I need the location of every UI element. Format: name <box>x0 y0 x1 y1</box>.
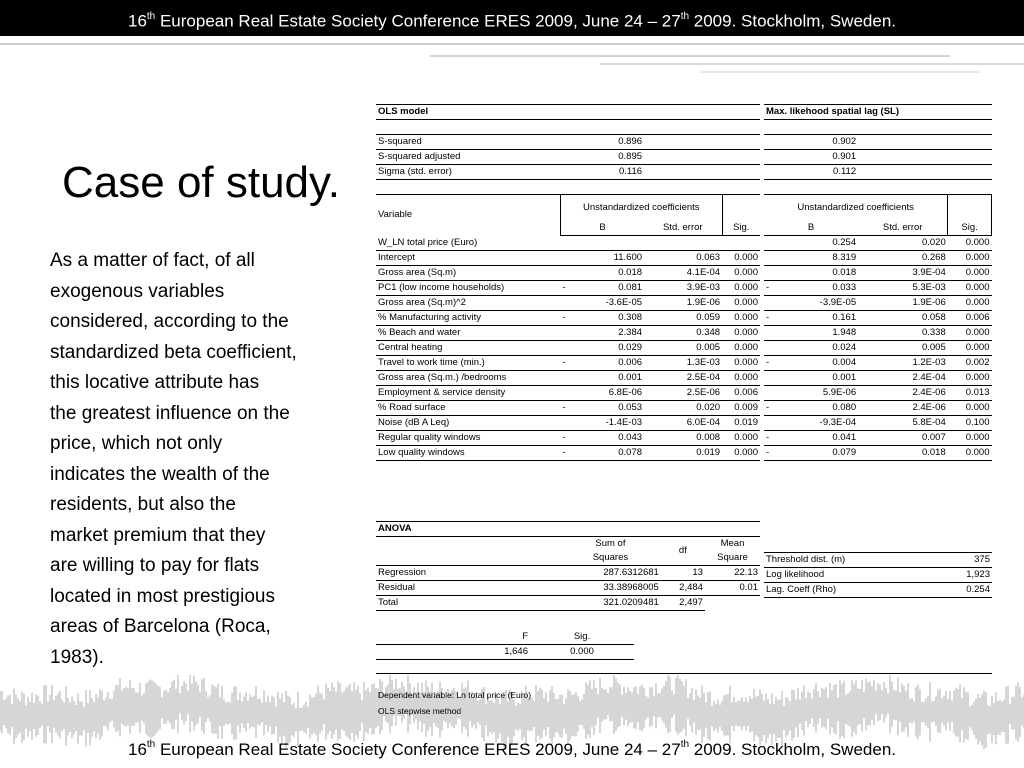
row-se: 2.5E-04 <box>644 371 722 386</box>
row-b: 0.004 <box>776 356 858 371</box>
row-sig: 0.000 <box>722 326 760 341</box>
row-sign <box>764 266 776 281</box>
table-row <box>376 266 760 281</box>
sig-label: Sig. <box>573 631 591 642</box>
empty-header <box>948 195 992 222</box>
row-se: 0.063 <box>644 251 722 266</box>
empty-header <box>376 537 560 552</box>
footer-superscript: th <box>680 739 690 751</box>
row-df: 2,484 <box>661 581 705 596</box>
table-row <box>764 583 992 598</box>
row-sig: 0.000 <box>722 266 760 281</box>
row-b: 0.080 <box>776 401 858 416</box>
row-sig: 0.000 <box>948 266 992 281</box>
spacer-row <box>764 120 992 135</box>
spacer-row <box>764 180 992 195</box>
row-b: 5.9E-06 <box>776 386 858 401</box>
col-variable: Variable <box>376 195 561 236</box>
table-row <box>764 371 992 386</box>
anova-table <box>376 521 760 611</box>
row-se: 0.005 <box>644 341 722 356</box>
anova-title: ANOVA <box>376 522 760 537</box>
row-sign: - <box>764 356 776 371</box>
row-sign: - <box>561 431 573 446</box>
row-sig: 0.000 <box>948 446 992 461</box>
row-se: 0.007 <box>858 431 948 446</box>
row-sig: 0.000 <box>948 251 992 266</box>
row-sign: - <box>561 356 573 371</box>
fit-value: 0.112 <box>776 165 858 180</box>
col-ss-line2: Squares <box>560 551 661 566</box>
row-se: 0.008 <box>644 431 722 446</box>
row-label: W_LN total price (Euro) <box>376 236 561 251</box>
row-b: 0.006 <box>573 356 645 371</box>
f-value: 1,646 <box>376 645 530 660</box>
row-sig: 0.000 <box>722 341 760 356</box>
row-label: % Beach and water <box>376 326 561 341</box>
row-sign: - <box>561 401 573 416</box>
dependent-variable-note: Dependent variable: Ln total price (Euro) <box>378 690 532 700</box>
table-row <box>376 296 760 311</box>
table-row <box>376 251 760 266</box>
row-sign: - <box>764 446 776 461</box>
row-sig: 0.000 <box>948 371 992 386</box>
row-b: 1.948 <box>776 326 858 341</box>
row-label: PC1 (low income households) <box>376 281 561 296</box>
header-text-part: European Real Estate Society Conference ERES 2009, June 24 – 27 <box>155 11 681 31</box>
row-ss: 287.6312681 <box>566 566 660 581</box>
row-sig: 0.000 <box>948 431 992 446</box>
conference-footer <box>0 740 1024 760</box>
row-b: 0.029 <box>573 341 645 356</box>
row-sig: 0.000 <box>722 371 760 386</box>
row-se: 3.9E-04 <box>858 266 948 281</box>
row-sig: 0.006 <box>948 311 992 326</box>
row-sign <box>764 371 776 386</box>
row-se: 0.058 <box>858 311 948 326</box>
table-row <box>764 281 992 296</box>
row-b: 0.018 <box>776 266 858 281</box>
row-se: 1.9E-06 <box>858 296 948 311</box>
table-row <box>376 386 760 401</box>
row-sign <box>561 341 573 356</box>
row-sig: 0.000 <box>722 356 760 371</box>
row-b: 0.041 <box>776 431 858 446</box>
row-b: -3.6E-05 <box>573 296 645 311</box>
col-b: B <box>764 221 858 236</box>
ols-table <box>376 104 760 461</box>
col-b: B <box>561 221 645 236</box>
table-row <box>376 371 760 386</box>
row-ms: 0.01 <box>705 581 760 596</box>
col-ms-line2: Square <box>705 551 760 566</box>
row-label: Gross area (Sq.m)^2 <box>376 296 561 311</box>
row-df: 13 <box>661 566 705 581</box>
slide-title: Case of study. <box>62 158 340 207</box>
ols-title: OLS model <box>376 105 760 120</box>
row-sig: 0.000 <box>722 431 760 446</box>
conference-header <box>0 0 1024 36</box>
row-sig: 0.019 <box>722 416 760 431</box>
col-se: Std. error <box>858 221 948 236</box>
table-row <box>764 341 992 356</box>
table-row <box>376 356 760 371</box>
row-se: 0.268 <box>858 251 948 266</box>
row-sig: 0.009 <box>722 401 760 416</box>
row-se <box>644 236 722 251</box>
row-ss: 33.38968005 <box>566 581 660 596</box>
row-se: 2.4E-06 <box>858 386 948 401</box>
row-sign <box>764 326 776 341</box>
row-sig: 0.000 <box>722 296 760 311</box>
table-row <box>764 236 992 251</box>
ml-coefficient-rows <box>764 236 992 461</box>
row-se: 3.9E-03 <box>644 281 722 296</box>
fit-value: 0.896 <box>618 136 643 147</box>
table-row <box>764 296 992 311</box>
table-row <box>376 446 760 461</box>
row-b: 0.001 <box>573 371 645 386</box>
row-b: 0.024 <box>776 341 858 356</box>
footer-text-part: European Real Estate Society Conference ERES 2009, June 24 – 27 <box>155 740 681 759</box>
table-row <box>376 311 760 326</box>
row-se: 5.8E-04 <box>858 416 948 431</box>
row-se: 4.1E-04 <box>644 266 722 281</box>
col-ss-line1: Sum of <box>595 538 626 549</box>
row-b: 0.254 <box>776 236 858 251</box>
stat-value: 1,923 <box>935 568 992 583</box>
row-label: % Road surface <box>376 401 561 416</box>
stat-label: Log likelihood <box>764 568 935 583</box>
row-label: Gross area (Sq.m) <box>376 266 561 281</box>
row-sign <box>764 416 776 431</box>
col-sig: Sig. <box>948 221 992 236</box>
row-b: 0.081 <box>573 281 645 296</box>
col-sig: Sig. <box>722 221 760 236</box>
table-row <box>376 401 760 416</box>
footer-text-part: 16 <box>127 740 147 759</box>
sig-value: 0.000 <box>530 645 634 660</box>
col-df: df <box>661 537 705 566</box>
table-row <box>764 311 992 326</box>
fit-value: 0.901 <box>776 150 858 165</box>
row-sign <box>764 296 776 311</box>
table-row <box>764 251 992 266</box>
row-se: 0.338 <box>858 326 948 341</box>
row-sign: - <box>764 311 776 326</box>
stat-value: 375 <box>935 553 992 568</box>
row-se: 0.020 <box>644 401 722 416</box>
table-row <box>376 566 760 581</box>
row-se: 0.348 <box>644 326 722 341</box>
row-se: 2.5E-06 <box>644 386 722 401</box>
row-b: -1.4E-03 <box>573 416 645 431</box>
table-row <box>376 326 760 341</box>
table-row <box>376 341 760 356</box>
empty-header <box>722 195 760 222</box>
row-sig: 0.000 <box>722 281 760 296</box>
row-sign <box>561 371 573 386</box>
row-label: Travel to work time (min.) <box>376 356 561 371</box>
header-superscript: th <box>146 11 156 22</box>
row-se: 1.9E-06 <box>644 296 722 311</box>
table-row <box>764 568 992 583</box>
row-label: % Manufacturing activity <box>376 311 561 326</box>
table-row <box>764 401 992 416</box>
fit-label: Sigma (std. error) <box>376 165 561 180</box>
row-sig: 0.013 <box>948 386 992 401</box>
table-row <box>376 236 760 251</box>
row-se: 0.059 <box>644 311 722 326</box>
row-b: 0.079 <box>776 446 858 461</box>
col-unstd: Unstandardized coefficients <box>764 195 948 222</box>
row-sig: 0.006 <box>722 386 760 401</box>
row-b: 2.384 <box>573 326 645 341</box>
row-b: 0.043 <box>573 431 645 446</box>
row-b: 0.161 <box>776 311 858 326</box>
row-b: 0.033 <box>776 281 858 296</box>
spacer-row <box>764 538 992 553</box>
ml-stats-table <box>764 538 992 598</box>
f-test-table <box>376 630 634 660</box>
row-label: Regular quality windows <box>376 431 561 446</box>
row-sig: 0.000 <box>948 281 992 296</box>
row-sig: 0.000 <box>722 251 760 266</box>
row-b: 0.053 <box>573 401 645 416</box>
row-sig: 0.000 <box>948 296 992 311</box>
footer-text-part: 2009. Stockholm, Sweden. <box>689 740 897 759</box>
table-row <box>764 266 992 281</box>
row-label: Intercept <box>376 251 561 266</box>
stat-label: Threshold dist. (m) <box>764 553 935 568</box>
table-row <box>376 281 760 296</box>
ml-table <box>764 104 992 461</box>
row-se: 0.018 <box>858 446 948 461</box>
footer-superscript: th <box>146 739 156 751</box>
row-sig: 0.000 <box>722 311 760 326</box>
row-b: 0.018 <box>573 266 645 281</box>
row-b: 11.600 <box>573 251 645 266</box>
fit-value: 0.895 <box>573 150 645 165</box>
method-note: OLS stepwise method <box>378 706 462 716</box>
col-se: Std. error <box>644 221 722 236</box>
row-sign: - <box>561 311 573 326</box>
row-ms: 22.13 <box>705 566 760 581</box>
row-sig: 0.100 <box>948 416 992 431</box>
row-sig: 0.000 <box>948 236 992 251</box>
row-sign <box>561 236 573 251</box>
row-sign <box>561 251 573 266</box>
row-sig: 0.000 <box>948 401 992 416</box>
row-se: 0.005 <box>858 341 948 356</box>
row-label: Noise (dB A Leq) <box>376 416 561 431</box>
col-unstd: Unstandardized coefficients <box>561 195 723 222</box>
stat-value: 0.254 <box>935 583 992 598</box>
row-sign <box>764 236 776 251</box>
row-label: Regression <box>376 566 560 581</box>
row-label: Gross area (Sq.m.) /bedrooms <box>376 371 561 386</box>
col-ms-line1: Mean <box>720 538 745 549</box>
table-row <box>764 431 992 446</box>
fit-label: S-squared <box>378 136 422 147</box>
row-ms <box>705 596 760 611</box>
row-label: Central heating <box>376 341 561 356</box>
row-b: -3.9E-05 <box>776 296 858 311</box>
row-ss: 321.0209481 <box>566 596 660 611</box>
header-superscript: th <box>680 11 690 22</box>
table-row <box>764 416 992 431</box>
row-b <box>573 236 645 251</box>
ml-title: Max. likehood spatial lag (SL) <box>764 105 992 120</box>
ols-coefficient-rows <box>376 236 760 461</box>
row-label: Low quality windows <box>376 446 561 461</box>
row-sign <box>764 251 776 266</box>
f-label: F <box>522 631 528 642</box>
row-sign: - <box>764 431 776 446</box>
table-row <box>376 596 760 611</box>
table-row <box>764 553 992 568</box>
row-se: 6.0E-04 <box>644 416 722 431</box>
row-sign <box>764 386 776 401</box>
row-b: 0.001 <box>776 371 858 386</box>
row-sign <box>561 296 573 311</box>
fit-value: 0.902 <box>832 136 857 147</box>
row-sign: - <box>764 281 776 296</box>
table-row <box>764 386 992 401</box>
row-se: 0.019 <box>644 446 722 461</box>
decorative-lines <box>0 36 1024 96</box>
fit-value: 0.116 <box>573 165 645 180</box>
row-sign <box>764 341 776 356</box>
row-se: 0.020 <box>858 236 948 251</box>
row-se: 1.2E-03 <box>858 356 948 371</box>
row-sign <box>561 266 573 281</box>
row-label: Residual <box>376 581 560 596</box>
row-sign <box>561 386 573 401</box>
slide-body-text: As a matter of fact, of all exogenous variables considered, according to the standardized beta coefficient, this locative attribute has the greatest influence on the price, which not only indicates the wealth of the residents, but also the market premium that they are willing to pay for flats located in most prestigious areas of Barcelona (Roca, 1983). <box>50 250 297 668</box>
table-row <box>764 356 992 371</box>
table-row <box>764 446 992 461</box>
row-b: -9.3E-04 <box>776 416 858 431</box>
row-label: Total <box>376 596 560 611</box>
row-sign <box>561 326 573 341</box>
spacer-row <box>376 180 760 195</box>
row-b: 6.8E-06 <box>573 386 645 401</box>
row-sign: - <box>561 281 573 296</box>
table-row <box>764 326 992 341</box>
table-bottom-rule <box>376 673 992 674</box>
row-sign <box>561 416 573 431</box>
row-b: 0.078 <box>573 446 645 461</box>
row-sig: 0.000 <box>948 341 992 356</box>
row-se: 2.4E-04 <box>858 371 948 386</box>
row-se: 5.3E-03 <box>858 281 948 296</box>
header-text-part: 16 <box>127 11 147 31</box>
stat-label: Lag. Coeff (Rho) <box>764 583 935 598</box>
row-sig: 0.002 <box>948 356 992 371</box>
table-row <box>376 416 760 431</box>
row-b: 8.319 <box>776 251 858 266</box>
table-row <box>376 431 760 446</box>
table-row <box>376 581 760 596</box>
row-df: 2,497 <box>661 596 705 611</box>
row-b: 0.308 <box>573 311 645 326</box>
row-sig: 0.000 <box>722 446 760 461</box>
spacer-row <box>376 120 760 135</box>
row-sign: - <box>764 401 776 416</box>
row-se: 2.4E-06 <box>858 401 948 416</box>
row-sign: - <box>561 446 573 461</box>
row-sig <box>722 236 760 251</box>
row-label: Employment & service density <box>376 386 561 401</box>
fit-label: S-squared adjusted <box>376 150 561 165</box>
header-text-part: 2009. Stockholm, Sweden. <box>689 11 897 31</box>
row-sig: 0.000 <box>948 326 992 341</box>
row-se: 1.3E-03 <box>644 356 722 371</box>
